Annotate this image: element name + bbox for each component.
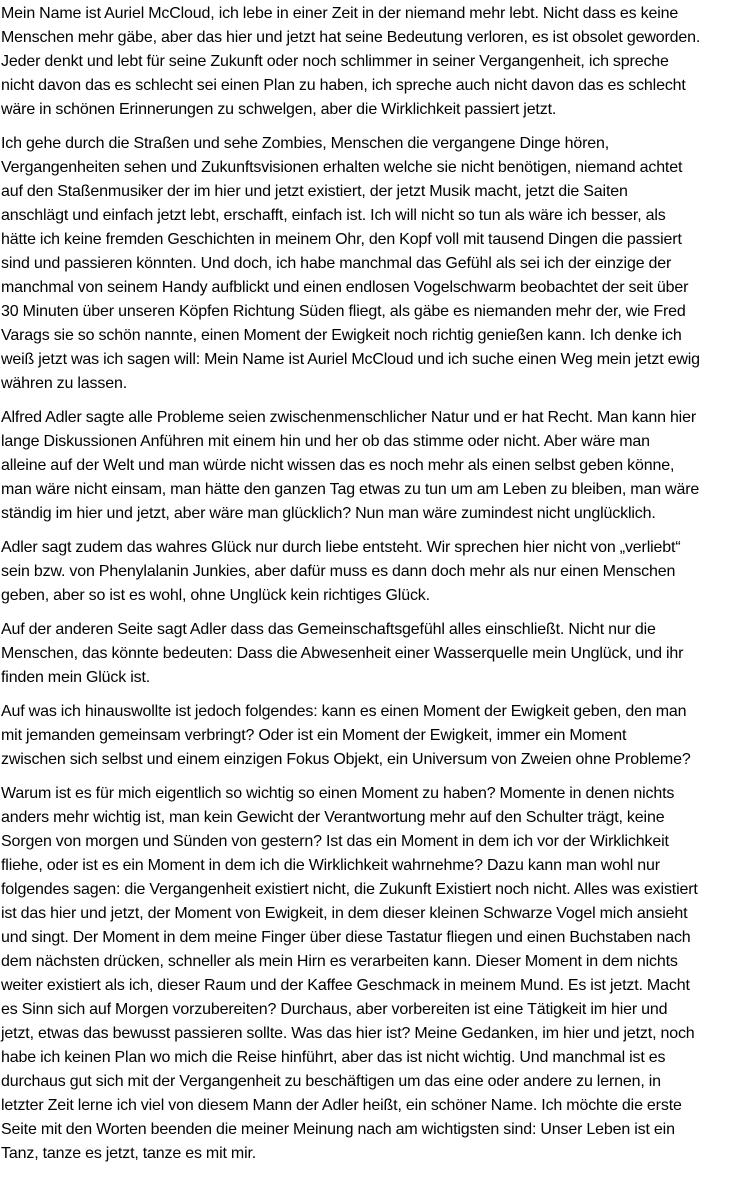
paragraph-4: Adler sagt zudem das wahres Glück nur durch liebe entsteht. Wir sprechen hier nicht von „verliebt“ sein bzw. von Phenylalanin Junkies, aber dafür muss es dann doch mehr als nur einen Menschen geben, aber so ist es wohl, ohne Unglück kein richtiges Glück. (1, 539, 681, 604)
paragraph-6: Auf was ich hinauswollte ist jedoch folgendes: kann es einen Moment der Ewigkeit geben, den man mit jemanden gemeinsam verbringt? Oder ist ein Moment der Ewigkeit, immer ein Moment zwischen sich selbst und einem einzigen Fokus Objekt, ein Universum von Zweien ohne Probleme? (1, 703, 691, 768)
paragraph-5: Auf der anderen Seite sagt Adler dass das Gemeinschaftsgefühl alles einschließt. Nicht nur die Menschen, das könnte bedeuten: Dass die Abwesenheit einer Wasserquelle mein Unglück, und ihr finden mein Glück ist. (1, 621, 684, 686)
paragraph-7: Warum ist es für mich eigentlich so wichtig so einen Moment zu haben? Momente in denen nichts anders mehr wichtig ist, man kein Gewicht der Verantwortung mehr auf den Schulter trägt, keine Sorgen von morgen und Sünden von gestern? Ist das ein Moment in dem ich vor der Wirklichkeit fliehe, oder ist es ein Moment in dem ich die Wirklichkeit wahrnehme? Dazu kann man wohl nur folgendes sagen: die Vergangenheit existiert nicht, die Zukunft Existiert noch nicht. Alles was existiert ist das hier und jetzt, der Moment von Ewigkeit, in dem dieser kleinen Schwarze Vogel mich ansieht und singt. Der Moment in dem meine Finger über diese Tastatur fliegen und einen Buchstaben nach dem nächsten drücken, schneller als mein Hirn es verarbeiten kann. Dieser Moment in dem nichts weiter existiert als ich, dieser Raum und der Kaffee Geschmack in meinem Mund. Es ist jetzt. Macht es Sinn sich auf Morgen vorzubereiten? Durchaus, aber vorbereiten ist eine Tätigkeit im hier und jetzt, etwas das bewusst passieren sollte. Was das hier ist? Meine Gedanken, im hier und jetzt, noch habe ich keinen Plan wo mich die Reise hinführt, aber das ist nicht wichtig. Und manchmal ist es durchaus gut sich mit der Vergangenheit zu beschäftigen um das eine oder andere zu lernen, in letzter Zeit lerne ich viel von diesem Mann der Adler heißt, ein schöner Name. Ich möchte die erste Seite mit den Worten beenden die meiner Meinung nach am wichtigsten sind: Unser Leben ist ein Tanz, tanze es jetzt, tanze es mit mir. (1, 785, 698, 1162)
paragraph-2: Ich gehe durch die Straßen und sehe Zombies, Menschen die vergangene Dinge hören, Vergangenheiten sehen und Zukunftsvisionen erhalten welche sie nicht benötigen, niemand achtet auf den Staßenmusiker der im hier und jetzt existiert, der jetzt Musik macht, jetzt die Saiten anschlägt und einfach jetzt lebt, erschafft, einfach ist. Ich will nicht so tun als wäre ich besser, als hätte ich keine fremden Geschichten in meinem Ohr, den Kopf voll mit tausend Dingen die passiert sind und passieren könnten. Und doch, ich habe manchmal das Gefühl als sei ich der einzige der manchmal von seinem Handy aufblickt und einen endlosen Vogelschwarm beobachtet der seit über 30 Minuten über unseren Köpfen Richtung Süden fliegt, als gäbe es niemanden mehr der, wie Fred Varags sie so schön nannte, einen Moment der Ewigkeit noch richtig genießen kann. Ich denke ich weiß jetzt was ich sagen will: Mein Name ist Auriel McCloud und ich suche einen Weg mein jetzt ewig währen zu lassen. (1, 135, 700, 392)
paragraph-3: Alfred Adler sagte alle Probleme seien zwischenmenschlicher Natur und er hat Recht. Man kann hier lange Diskussionen Anführen mit einem hin und her ob das stimme oder nicht. Aber wäre man alleine auf der Welt und man würde nicht wissen das es noch mehr als einen selbst geben könne, man wäre nicht einsam, man hätte den ganzen Tag etwas zu tun um am Leben zu bleiben, man wäre ständig im hier und jetzt, aber wäre man glücklich? Nun man wäre zumindest nicht unglücklich. (1, 409, 700, 522)
paragraph-1: Mein Name ist Auriel McCloud, ich lebe in einer Zeit in der niemand mehr lebt. Nicht dass es keine Menschen mehr gäbe, aber das hier und jetzt hat seine Bedeutung verloren, es ist obsolet geworden. Jeder denkt und lebt für seine Zukunft oder noch schlimmer in seiner Vergangenheit, ich spreche nicht davon das es schlecht sei einen Plan zu haben, ich spreche auch nicht davon das es schlecht wäre in schönen Erinnerungen zu schwelgen, aber die Wirklichkeit passiert jetzt. (1, 5, 701, 118)
